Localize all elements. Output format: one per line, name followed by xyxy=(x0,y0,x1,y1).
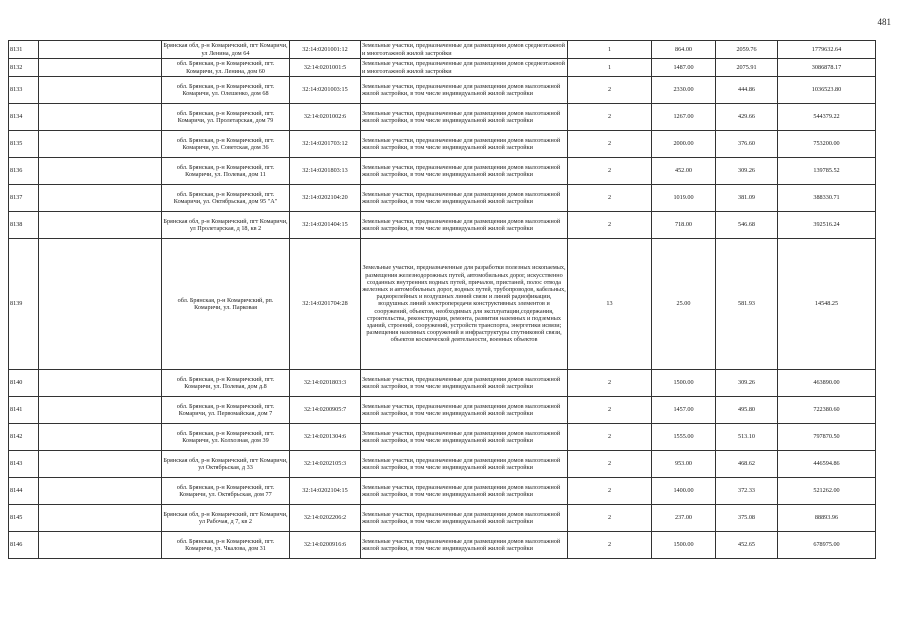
group-cell: 2 xyxy=(568,212,652,239)
table-row xyxy=(9,212,876,239)
area-cell: 1500.00 xyxy=(652,370,716,397)
cadastral-value-cell: 88893.96 xyxy=(778,505,876,532)
blank-cell xyxy=(39,370,162,397)
cadastral-number-cell: 32:14:0201304:6 xyxy=(290,424,361,451)
area-cell: 2330.00 xyxy=(652,77,716,104)
address-cell: Брянская обл, р-н Комаричский, пгт Комаричи, ул Пролетарская, д 18, кв 2 xyxy=(162,212,290,239)
specific-value-cell: 309.26 xyxy=(716,158,778,185)
address-cell: Брянская обл, р-н Комаричский, пгт Комаричи, ул Октябрьская, д 33 xyxy=(162,451,290,478)
blank-cell xyxy=(39,397,162,424)
blank-cell xyxy=(39,104,162,131)
table-row xyxy=(9,451,876,478)
table-row xyxy=(9,397,876,424)
area-cell: 1267.00 xyxy=(652,104,716,131)
address-cell: обл. Брянская, р-н Комаричский, пгт. Комаричи, ул. Октябрьская, дом 95 "А" xyxy=(162,185,290,212)
row-number-cell: 8132 xyxy=(9,59,39,77)
group-cell: 13 xyxy=(568,239,652,370)
specific-value-cell: 546.68 xyxy=(716,212,778,239)
area-cell: 1555.00 xyxy=(652,424,716,451)
address-cell: обл. Брянская, р-н Комаричский, пгт. Комаричи, ул. Первомайская, дом 7 xyxy=(162,397,290,424)
group-cell: 2 xyxy=(568,158,652,185)
area-cell: 1400.00 xyxy=(652,478,716,505)
blank-cell xyxy=(39,532,162,559)
group-cell: 2 xyxy=(568,451,652,478)
address-cell: обл. Брянская, р-н Комаричский, пгт. Комаричи, ул. Ленина, дом 60 xyxy=(162,59,290,77)
specific-value-cell: 376.60 xyxy=(716,131,778,158)
address-cell: Брянская обл, р-н Комаричский, пгт Комаричи, ул Ленина, дом 64 xyxy=(163,42,288,57)
land-use-cell: Земельные участки, предназначенные для размещения домов малоэтажной жилой застройки, в том числе индивидуальной жилой застройки xyxy=(361,505,568,532)
specific-value-cell: 581.93 xyxy=(716,239,778,370)
specific-value-cell: 429.66 xyxy=(716,104,778,131)
cadastral-value-cell: 14548.25 xyxy=(778,239,876,370)
address-cell: обл. Брянская, р-н Комаричский, пгт. Комаричи, ул. Колхозная, дом 39 xyxy=(162,424,290,451)
row-number-cell: 8135 xyxy=(9,131,39,158)
row-number-cell: 8136 xyxy=(9,158,39,185)
area-cell: 237.00 xyxy=(652,505,716,532)
blank-cell xyxy=(39,505,162,532)
address-cell: обл. Брянская, р-н Комаричский, пгт. Комаричи, ул. Полевая, дом д.8 xyxy=(162,370,290,397)
table-row xyxy=(9,239,876,370)
address-cell: обл. Брянская, р-н Комаричский, пгт. Комаричи, ул. Октябрьская, дом 77 xyxy=(162,478,290,505)
row-number-cell: 8145 xyxy=(9,505,39,532)
cadastral-value-table xyxy=(8,40,876,559)
row-number-cell: 8142 xyxy=(9,424,39,451)
blank-cell xyxy=(39,478,162,505)
row-number-cell: 8141 xyxy=(9,397,39,424)
cadastral-number-cell: 32:14:0200916:6 xyxy=(290,532,361,559)
specific-value-cell: 375.08 xyxy=(716,505,778,532)
cadastral-number-cell: 32:14:0202206:2 xyxy=(290,505,361,532)
cadastral-number-cell: 32:14:0201404:15 xyxy=(290,212,361,239)
cadastral-number-cell: 32:14:0201703:12 xyxy=(290,131,361,158)
cadastral-value-cell: 3086878.17 xyxy=(778,59,876,77)
area-cell: 953.00 xyxy=(652,451,716,478)
cadastral-number-cell: 32:14:0202104:20 xyxy=(290,185,361,212)
group-cell: 2 xyxy=(568,104,652,131)
specific-value-cell: 2059.76 xyxy=(716,41,778,59)
address-cell: обл. Брянская, р-н Комаричский, пгт. Комаричи, ул. Советская, дом 36 xyxy=(162,131,290,158)
land-use-cell: Земельные участки, предназначенные для размещения домов малоэтажной жилой застройки, в том числе индивидуальной жилой застройки xyxy=(361,131,568,158)
cadastral-number-cell: 32:14:0201001:12 xyxy=(290,41,361,59)
land-use-cell: Земельные участки, предназначенные для размещения домов малоэтажной жилой застройки, в том числе индивидуальной жилой застройки xyxy=(361,451,568,478)
address-cell: Брянская обл, р-н Комаричский, пгт Комаричи, ул Рабочая, д 7, кв 2 xyxy=(162,505,290,532)
row-number-cell: 8138 xyxy=(9,212,39,239)
area-cell: 718.00 xyxy=(652,212,716,239)
row-number-cell: 8134 xyxy=(9,104,39,131)
area-cell: 1019.00 xyxy=(652,185,716,212)
cadastral-number-cell: 32:14:0201803:13 xyxy=(290,158,361,185)
land-use-cell: Земельные участки, предназначенные для размещения домов малоэтажной жилой застройки, в том числе индивидуальной жилой застройки xyxy=(361,212,568,239)
address-cell: обл. Брянская, р-н Комаричский, пгт. Комаричи, ул. Олешенко, дом 68 xyxy=(162,77,290,104)
table-row xyxy=(9,77,876,104)
specific-value-cell: 513.10 xyxy=(716,424,778,451)
land-use-cell: Земельные участки, предназначенные для размещения домов малоэтажной жилой застройки, в том числе индивидуальной жилой застройки xyxy=(361,104,568,131)
cadastral-value-cell: 388330.71 xyxy=(778,185,876,212)
table-row xyxy=(9,532,876,559)
group-cell: 2 xyxy=(568,424,652,451)
row-number-cell: 8144 xyxy=(9,478,39,505)
cadastral-value-cell: 722380.60 xyxy=(778,397,876,424)
land-use-cell: Земельные участки, предназначенные для размещения домов малоэтажной жилой застройки, в том числе индивидуальной жилой застройки xyxy=(361,532,568,559)
table-row xyxy=(9,104,876,131)
group-cell: 2 xyxy=(568,397,652,424)
land-use-cell: Земельные участки, предназначенные для размещения домов малоэтажной жилой застройки, в том числе индивидуальной жилой застройки xyxy=(361,478,568,505)
cadastral-value-cell: 392516.24 xyxy=(778,212,876,239)
group-cell: 2 xyxy=(568,131,652,158)
row-number-cell: 8143 xyxy=(9,451,39,478)
blank-cell xyxy=(39,41,162,59)
land-use-cell: Земельные участки, предназначенные для размещения домов малоэтажной жилой застройки, в том числе индивидуальной жилой застройки xyxy=(361,158,568,185)
cadastral-value-cell: 463890.00 xyxy=(778,370,876,397)
specific-value-cell: 381.09 xyxy=(716,185,778,212)
cadastral-value-cell: 544379.22 xyxy=(778,104,876,131)
row-number-cell: 8139 xyxy=(9,239,39,370)
blank-cell xyxy=(39,185,162,212)
cadastral-number-cell: 32:14:0202105:3 xyxy=(290,451,361,478)
land-use-cell: Земельные участки, предназначенные для размещения домов малоэтажной жилой застройки, в том числе индивидуальной жилой застройки xyxy=(361,424,568,451)
blank-cell xyxy=(39,131,162,158)
address-cell: обл. Брянская, р-н Комаричский, пгт. Комаричи, ул. Чкалова, дом 31 xyxy=(162,532,290,559)
blank-cell xyxy=(39,424,162,451)
cadastral-value-cell: 446594.86 xyxy=(778,451,876,478)
specific-value-cell: 495.80 xyxy=(716,397,778,424)
land-use-cell: Земельные участки, предназначенные для размещения домов среднеэтажной и многоэтажной жилой застройки xyxy=(361,59,568,77)
cadastral-value-cell: 1779632.64 xyxy=(778,41,876,59)
land-use-cell: Земельные участки, предназначенные для размещения домов малоэтажной жилой застройки, в том числе индивидуальной жилой застройки xyxy=(361,185,568,212)
cadastral-value-cell: 678975.00 xyxy=(778,532,876,559)
table-row xyxy=(9,424,876,451)
address-cell: обл. Брянская, р-н Комаричский, пгт. Комаричи, ул. Полевая, дом 11 xyxy=(162,158,290,185)
cadastral-number-cell: 32:14:0201001:5 xyxy=(290,59,361,77)
land-use-cell: Земельные участки, предназначенные для размещения домов малоэтажной жилой застройки, в том числе индивидуальной жилой застройки xyxy=(361,397,568,424)
cadastral-value-cell: 753200.00 xyxy=(778,131,876,158)
address-cell: обл. Брянская, р-н Комаричский, рп. Комаричи, ул. Парковая xyxy=(162,239,290,370)
group-cell: 2 xyxy=(568,77,652,104)
cadastral-number-cell: 32:14:0201704:28 xyxy=(290,239,361,370)
blank-cell xyxy=(39,239,162,370)
cadastral-number-cell: 32:14:0202104:15 xyxy=(290,478,361,505)
row-number-cell: 8131 xyxy=(9,41,39,59)
group-cell: 2 xyxy=(568,185,652,212)
cadastral-number-cell: 32:14:0201003:15 xyxy=(290,77,361,104)
table-row xyxy=(9,59,876,77)
table-row xyxy=(9,158,876,185)
specific-value-cell: 372.33 xyxy=(716,478,778,505)
blank-cell xyxy=(39,212,162,239)
table-row xyxy=(9,370,876,397)
land-use-cell: Земельные участки, предназначенные для размещения домов малоэтажной жилой застройки, в том числе индивидуальной жилой застройки xyxy=(361,77,568,104)
row-number-cell: 8137 xyxy=(9,185,39,212)
land-use-cell: Земельные участки, предназначенные для размещения домов среднеэтажной и многоэтажной жилой застройки xyxy=(361,41,568,59)
table-row xyxy=(9,478,876,505)
area-cell: 1487.00 xyxy=(652,59,716,77)
blank-cell xyxy=(39,451,162,478)
group-cell: 2 xyxy=(568,505,652,532)
area-cell: 1457.00 xyxy=(652,397,716,424)
cadastral-number-cell: 32:14:0201002:6 xyxy=(290,104,361,131)
row-number-cell: 8140 xyxy=(9,370,39,397)
table-body xyxy=(9,41,876,559)
group-cell: 1 xyxy=(568,59,652,77)
area-cell: 25.00 xyxy=(652,239,716,370)
land-use-cell: Земельные участки, предназначенные для разработки полезных ископаемых, размещения железнодорожных путей, автомобильных дорог, искусственно созданных внутренних водных путей, причалов, пристаней, полос отвода железных и автомобильных дорог, водных путей, трубопроводов, кабельных, радиорелейных и воздушных линий связи и линий радиофикации, воздушных линий электропередачи конструктивных элементов и сооружений, объектов, необходимых для эксплуатации,содержания, строительства, реконструкции, ремонта, развития наземных и подземных зданий, строений, сооружений, устройств транспорта, энергетики исвязи; размещения наземных сооружений и инфраструктуры спутниковой связи, объектов космической деятельности, военных объектов xyxy=(361,239,568,370)
group-cell: 2 xyxy=(568,370,652,397)
blank-cell xyxy=(39,158,162,185)
specific-value-cell: 444.86 xyxy=(716,77,778,104)
row-number-cell: 8146 xyxy=(9,532,39,559)
cadastral-number-cell: 32:14:0200905:7 xyxy=(290,397,361,424)
cadastral-value-cell: 1036523.80 xyxy=(778,77,876,104)
table-row xyxy=(9,41,876,59)
cadastral-number-cell: 32:14:0201803:3 xyxy=(290,370,361,397)
address-cell: обл. Брянская, р-н Комаричский, пгт. Комаричи, ул. Пролетарская, дом 79 xyxy=(162,104,290,131)
area-cell: 452.00 xyxy=(652,158,716,185)
land-use-cell: Земельные участки, предназначенные для размещения домов малоэтажной жилой застройки, в том числе индивидуальной жилой застройки xyxy=(361,370,568,397)
specific-value-cell: 2075.91 xyxy=(716,59,778,77)
area-cell: 864.00 xyxy=(652,41,716,59)
group-cell: 2 xyxy=(568,478,652,505)
area-cell: 1500.00 xyxy=(652,532,716,559)
cadastral-value-cell: 521262.00 xyxy=(778,478,876,505)
specific-value-cell: 452.65 xyxy=(716,532,778,559)
page-number: 481 xyxy=(877,17,891,27)
specific-value-cell: 309.26 xyxy=(716,370,778,397)
table-row xyxy=(9,185,876,212)
blank-cell xyxy=(39,77,162,104)
table-row xyxy=(9,505,876,532)
area-cell: 2000.00 xyxy=(652,131,716,158)
blank-cell xyxy=(39,59,162,77)
table-row xyxy=(9,131,876,158)
group-cell: 2 xyxy=(568,532,652,559)
cadastral-value-cell: 797870.50 xyxy=(778,424,876,451)
specific-value-cell: 468.62 xyxy=(716,451,778,478)
row-number-cell: 8133 xyxy=(9,77,39,104)
group-cell: 1 xyxy=(568,41,652,59)
cadastral-value-cell: 139785.52 xyxy=(778,158,876,185)
